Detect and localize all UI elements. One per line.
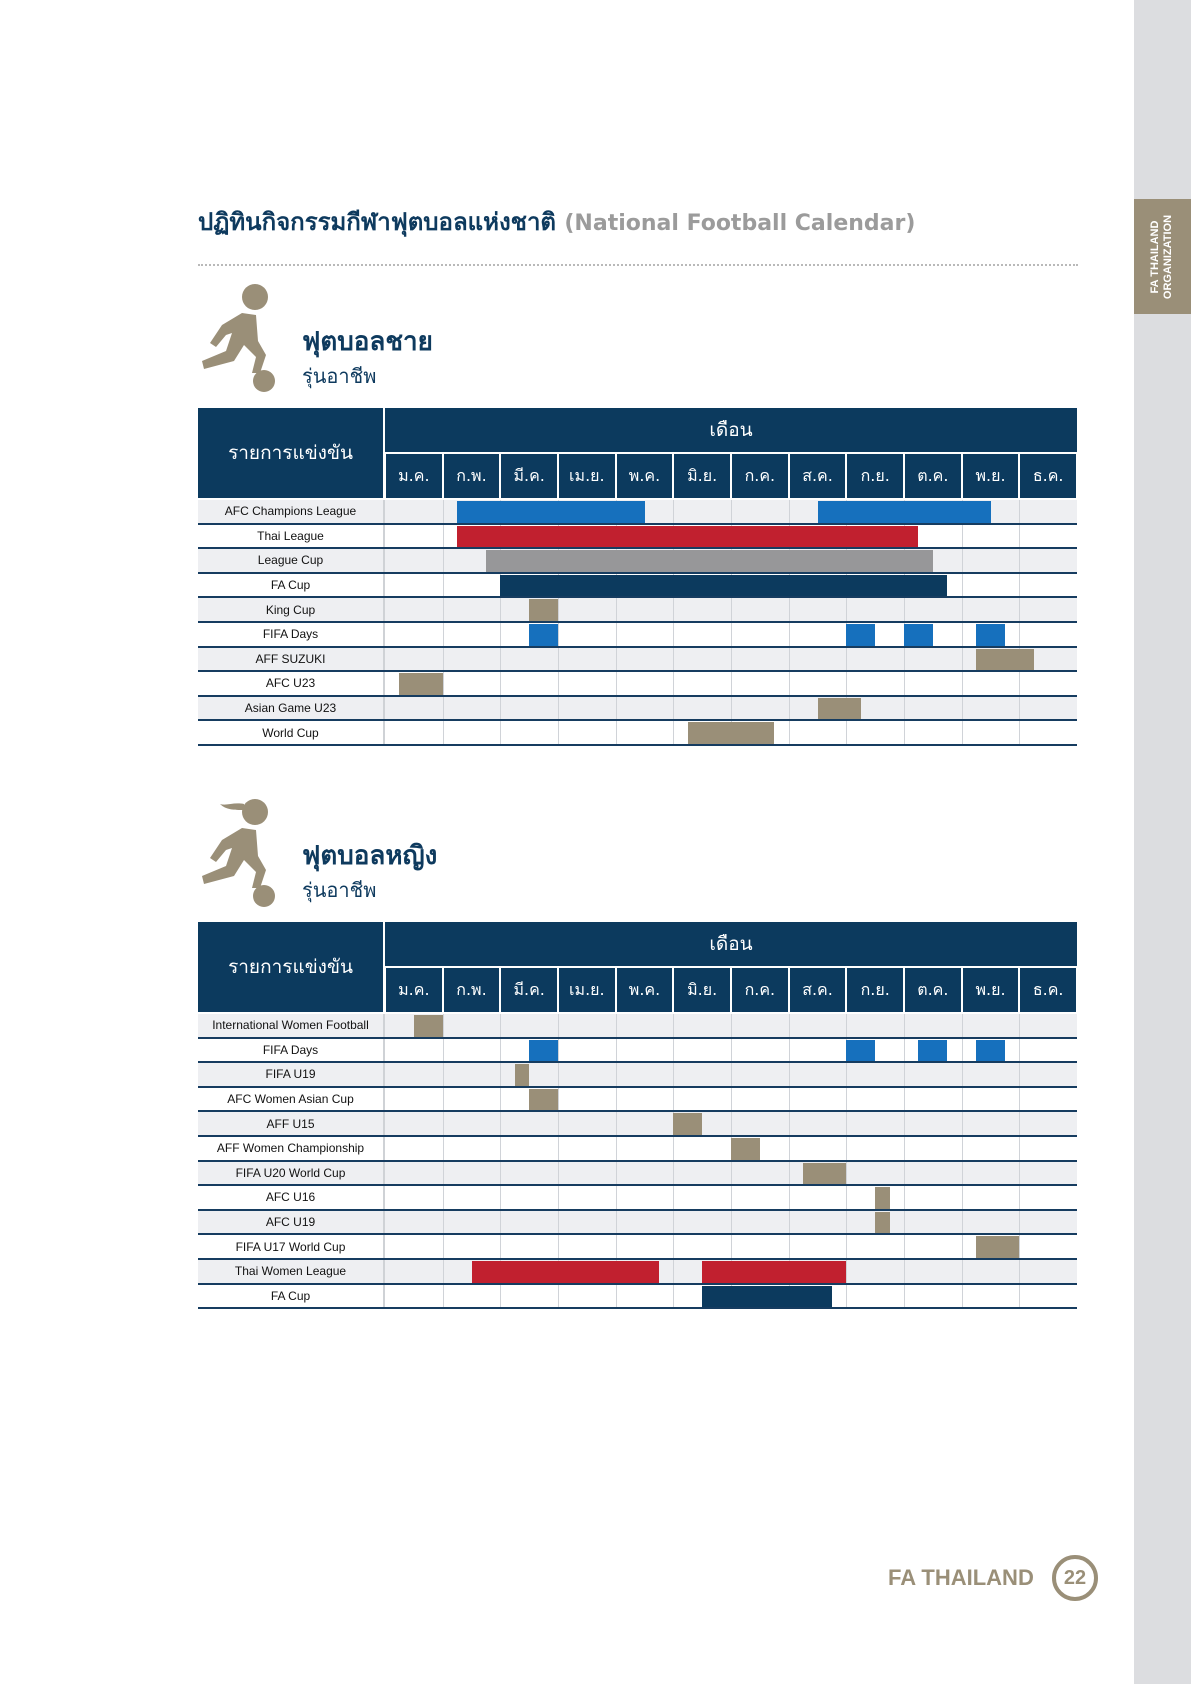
footer-brand: FA THAILAND — [888, 1565, 1034, 1590]
women-section-subtitle: รุ่นอาชีพ — [302, 878, 377, 902]
schedule-bar — [875, 1187, 889, 1209]
month-header-cell: มิ.ย. — [674, 454, 730, 498]
competition-label: AFC U19 — [265, 1215, 316, 1230]
schedule-bar — [918, 1040, 947, 1062]
month-header-cell: ก.ค. — [732, 968, 788, 1012]
month-header-cell: ธ.ค. — [1020, 968, 1076, 1012]
schedule-bar — [702, 1286, 832, 1308]
schedule-bar — [818, 698, 861, 720]
men-calendar-table — [198, 408, 1077, 746]
competition-label: International Women Football — [212, 1018, 369, 1033]
month-gridline — [673, 1014, 674, 1309]
competition-label: AFC Women Asian Cup — [227, 1092, 354, 1107]
schedule-bar — [976, 624, 1005, 646]
page-title-thai: ปฏิทินกิจกรรมกีฬาฟุตบอลแห่งชาติ — [198, 208, 557, 236]
schedule-bar — [976, 1236, 1019, 1258]
row-divider — [198, 1037, 1077, 1039]
title-divider — [198, 264, 1078, 266]
schedule-bar — [529, 599, 558, 621]
month-header-cell: พ.ค. — [617, 968, 673, 1012]
competition-label: FA Cup — [270, 1288, 311, 1303]
row-divider — [198, 596, 1077, 598]
row-divider — [198, 572, 1077, 574]
men-section-title: ฟุตบอลชาย — [302, 327, 433, 357]
month-gridline — [443, 1014, 444, 1309]
schedule-bar — [457, 526, 918, 548]
label-column-separator — [383, 500, 385, 746]
schedule-bar — [846, 1040, 875, 1062]
competition-label: Thai Women League — [234, 1264, 347, 1279]
schedule-bar — [803, 1163, 846, 1185]
female-footballer-icon — [198, 798, 280, 910]
row-divider — [198, 1086, 1077, 1088]
month-header-cell: ส.ค. — [790, 968, 846, 1012]
month-gridline — [962, 1014, 963, 1309]
month-gridline — [904, 1014, 905, 1309]
schedule-bar — [846, 624, 875, 646]
schedule-bar — [500, 575, 947, 597]
competition-label: FIFA Days — [262, 627, 319, 642]
row-divider — [198, 695, 1077, 697]
month-header-cell: มี.ค. — [501, 968, 557, 1012]
competition-label: FIFA U20 World Cup — [235, 1165, 346, 1180]
month-gridline — [1019, 1014, 1020, 1309]
competition-label: Thai League — [257, 528, 324, 543]
month-header-cell: มิ.ย. — [674, 968, 730, 1012]
schedule-bar — [702, 1261, 846, 1283]
section-tab — [1134, 199, 1191, 314]
schedule-bar — [457, 501, 644, 523]
competition-label: AFF SUZUKI — [255, 651, 326, 666]
month-header-cell: ก.ย. — [847, 454, 903, 498]
competition-label: League Cup — [257, 553, 324, 568]
month-gridline — [1019, 500, 1020, 746]
schedule-bar — [904, 624, 933, 646]
schedule-bar — [976, 649, 1034, 671]
row-divider — [198, 523, 1077, 525]
month-header-cell: ก.ย. — [847, 968, 903, 1012]
header-month: เดือน — [385, 408, 1077, 452]
schedule-bar — [414, 1015, 443, 1037]
month-gridline — [962, 500, 963, 746]
women-section-title: ฟุตบอลหญิง — [302, 841, 438, 871]
month-header-cell: ก.พ. — [444, 968, 500, 1012]
month-header-cell: ต.ค. — [905, 454, 961, 498]
schedule-bar — [529, 1040, 558, 1062]
schedule-bar — [673, 1113, 702, 1135]
month-header-cell: พ.ย. — [963, 454, 1019, 498]
page-number-badge: 22 — [1052, 1555, 1098, 1601]
month-header-cell: เม.ย. — [559, 968, 615, 1012]
month-header-cell: ม.ค. — [386, 454, 442, 498]
competition-label: King Cup — [265, 602, 316, 617]
competition-label: FA Cup — [270, 578, 311, 593]
competition-label: AFF U15 — [266, 1116, 315, 1131]
month-header-cell: ม.ค. — [386, 968, 442, 1012]
schedule-bar — [529, 624, 558, 646]
schedule-bar — [472, 1261, 659, 1283]
row-divider — [198, 670, 1077, 672]
competition-label: Asian Game U23 — [244, 701, 337, 716]
schedule-bar — [976, 1040, 1005, 1062]
header-competition: รายการแข่งขัน — [198, 408, 383, 498]
row-divider — [198, 1233, 1077, 1235]
schedule-bar — [875, 1212, 889, 1234]
month-header-cell: ต.ค. — [905, 968, 961, 1012]
row-divider — [198, 1135, 1077, 1137]
month-header-cell: ก.พ. — [444, 454, 500, 498]
month-header-cell: ส.ค. — [790, 454, 846, 498]
row-divider — [198, 1258, 1077, 1260]
header-month: เดือน — [385, 922, 1077, 966]
month-header-cell: ก.ค. — [732, 454, 788, 498]
row-divider — [198, 1184, 1077, 1186]
competition-label: FIFA U17 World Cup — [235, 1239, 346, 1254]
schedule-bar — [486, 550, 933, 572]
row-divider — [198, 744, 1077, 746]
competition-label: AFC U23 — [265, 676, 316, 691]
month-header-cell: ธ.ค. — [1020, 454, 1076, 498]
month-header-cell: พ.ย. — [963, 968, 1019, 1012]
schedule-bar — [529, 1089, 558, 1111]
schedule-bar — [818, 501, 991, 523]
schedule-bar — [399, 673, 442, 695]
schedule-bar — [515, 1064, 529, 1086]
row-divider — [198, 1160, 1077, 1162]
women-calendar-table — [198, 922, 1077, 1309]
competition-label: FIFA Days — [262, 1042, 319, 1057]
month-header-cell: เม.ย. — [559, 454, 615, 498]
competition-label: AFF Women Championship — [216, 1141, 365, 1156]
header-competition: รายการแข่งขัน — [198, 922, 383, 1012]
competition-label: World Cup — [262, 725, 319, 740]
schedule-bar — [731, 1138, 760, 1160]
row-divider — [198, 646, 1077, 648]
male-footballer-icon — [198, 283, 280, 395]
month-header-cell: พ.ค. — [617, 454, 673, 498]
section-tab-line2: ORGANIZATION — [1162, 214, 1175, 299]
row-divider — [198, 1061, 1077, 1063]
row-divider — [198, 1209, 1077, 1211]
competition-label: AFC Champions League — [224, 504, 357, 519]
row-divider — [198, 719, 1077, 721]
men-section-subtitle: รุ่นอาชีพ — [302, 364, 377, 388]
section-tab-line1: FA THAILAND — [1149, 220, 1162, 293]
row-divider — [198, 1283, 1077, 1285]
row-divider — [198, 621, 1077, 623]
competition-label: AFC U16 — [265, 1190, 316, 1205]
month-gridline — [443, 500, 444, 746]
row-divider — [198, 1110, 1077, 1112]
competition-label: FIFA U19 — [265, 1067, 316, 1082]
row-divider — [198, 547, 1077, 549]
row-divider — [198, 1307, 1077, 1309]
page-title-en: (National Football Calendar) — [564, 211, 916, 236]
schedule-bar — [688, 722, 775, 744]
page-title — [198, 202, 915, 241]
label-column-separator — [383, 1014, 385, 1309]
month-header-cell: มี.ค. — [501, 454, 557, 498]
